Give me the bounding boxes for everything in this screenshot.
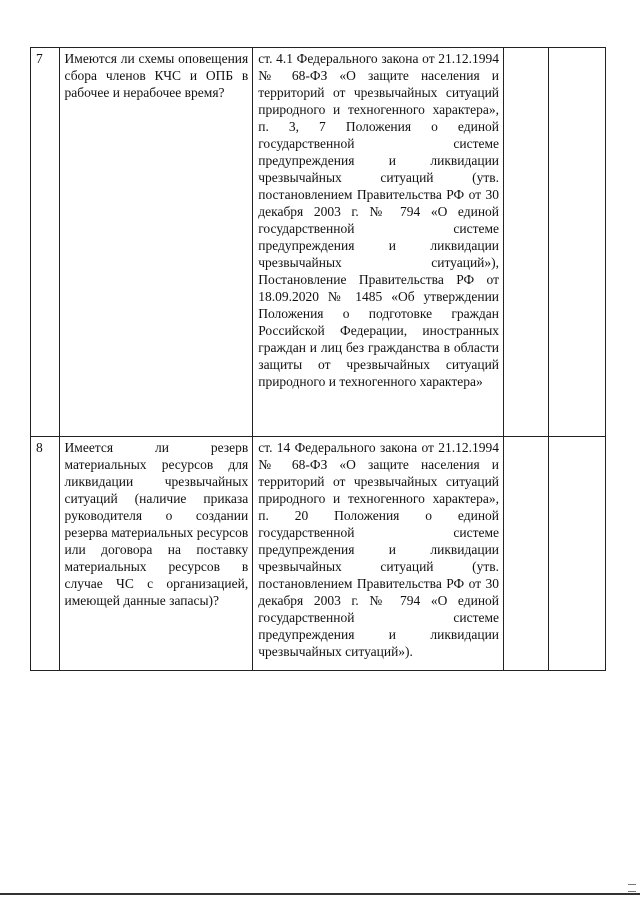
- row-number: 8: [36, 440, 43, 455]
- row-number-cell: [31, 437, 60, 671]
- checklist-table: [30, 47, 606, 671]
- question-cell: [59, 437, 253, 671]
- answer-cell-2: [548, 48, 605, 437]
- legal-reference-cell: [253, 437, 504, 671]
- scan-bottom-edge: [0, 893, 640, 895]
- answer-value-1: [504, 48, 548, 50]
- row-number-cell: [31, 48, 60, 437]
- answer-value-1: [504, 437, 548, 439]
- legal-reference-text: ст. 14 Федерального закона от 21.12.1994 № 68-ФЗ «О защите населения и территорий от чрезвычайных ситуаций природного и техногенного характера», п. 20 Положения о единой государственной системе предупреждения и ликвидации чрезвычайных ситуаций (утв. постановлением Правительства РФ от 30 декабря 2003 г. № 794 «О единой государственной системе предупреждения и ликвидации чрезвычайных ситуаций»).: [258, 440, 500, 659]
- legal-reference-text: ст. 4.1 Федерального закона от 21.12.1994 № 68-ФЗ «О защите населения и территорий от чрезвычайных ситуаций природного и техногенного характера», п. 3, 7 Положения о единой государственной системе предупреждения и ликвидации чрезвычайных ситуаций (утв. постановлением Правительства РФ от 30 декабря 2003 г. № 794 «О единой государственной системе предупреждения и ликвидации чрезвычайных ситуаций»), Постановление Правительства РФ от 18.09.2020 № 1485 «Об утверждении Положения о подготовке граждан Российской Федерации, иностранных граждан и лиц без гражданства в области защиты от чрезвычайных ситуаций природного и техногенного характера»: [258, 51, 500, 389]
- legal-reference-cell: [253, 48, 504, 437]
- answer-cell-1: [504, 48, 549, 437]
- question-text: Имеются ли схемы оповещения сбора членов КЧС и ОПБ в рабочее и нерабочее время?: [64, 51, 249, 100]
- answer-cell-1: [504, 437, 549, 671]
- question-cell: [59, 48, 253, 437]
- table-row: [31, 48, 606, 437]
- answer-cell-2: [548, 437, 605, 671]
- scan-corner-mark: [628, 884, 636, 892]
- table-row: [31, 437, 606, 671]
- row-number: 7: [36, 51, 43, 66]
- answer-value-2: [549, 48, 605, 50]
- answer-value-2: [549, 437, 605, 439]
- question-text: Имеется ли резерв материальных ресурсов для ликвидации чрезвычайных ситуаций (наличие приказа руководителя о создании резерва материальных ресурсов или договора на поставку материальных ресурсов в случае ЧС с организацией, имеющей данные запасы)?: [64, 440, 249, 608]
